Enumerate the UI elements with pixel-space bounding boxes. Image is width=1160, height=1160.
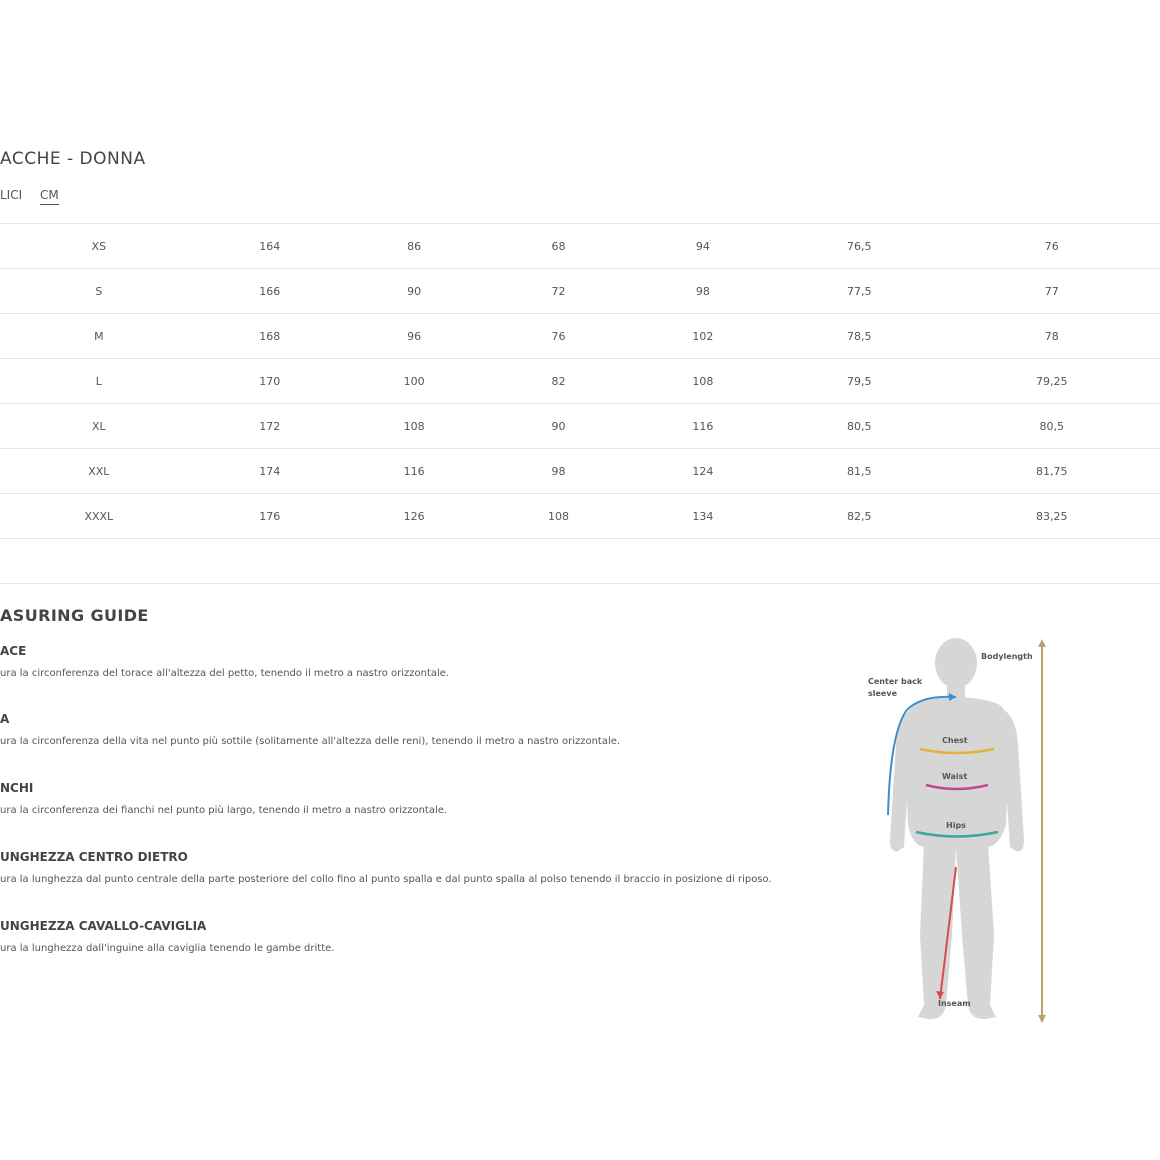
size-label-cell: XXL [0,449,198,494]
guide-item-title: A [0,712,10,726]
table-row [0,224,1160,269]
measurement-cell: 134 [631,494,775,539]
head-shape [935,638,977,688]
table-row [0,314,1160,359]
measurement-cell: 164 [198,224,342,269]
measurement-cell: 79,25 [943,359,1160,404]
right-leg-shape [956,843,996,1019]
measurement-cell: 100 [342,359,486,404]
guide-item-title: UNGHEZZA CAVALLO-CAVIGLIA [0,919,207,933]
measurement-cell: 76 [943,224,1160,269]
guide-item-inseam [0,919,860,954]
measurement-cell: 76,5 [775,224,943,269]
measurement-cell: 98 [631,269,775,314]
guide-item-hips [0,781,860,816]
size-label-cell: XS [0,224,198,269]
bodylength-bottom-arrow-icon [1038,1015,1046,1023]
guide-item-title: UNGHEZZA CENTRO DIETRO [0,850,188,864]
waist-label: Waist [942,772,968,781]
guide-item-text: ura la circonferenza del torace all'altezza del petto, tenendo il metro a nastro orizzontale. [0,668,450,679]
unit-toggle [0,188,73,205]
size-label-cell: XXXL [0,494,198,539]
table-row [0,494,1160,539]
center-back-sleeve-label-2: sleeve [868,689,897,698]
guide-item-text: ura la circonferenza della vita nel punto più sottile (solitamente all'altezza delle reni), tenendo il metro a nastro orizzontale. [0,736,621,747]
measurement-cell: 170 [198,359,342,404]
section-divider [0,583,1160,584]
measurement-cell: 86 [342,224,486,269]
measurement-cell: 80,5 [943,404,1160,449]
inseam-label: Inseam [938,999,971,1008]
measurement-cell: 77,5 [775,269,943,314]
measurement-cell: 108 [631,359,775,404]
guide-item-text: ura la lunghezza dal punto centrale della parte posteriore del collo fino al punto spalla e dal punto spalla al polso tenendo il braccio in posizione di riposo. [0,874,772,885]
chest-label: Chest [942,736,968,745]
guide-item-title: ACE [0,644,27,658]
measurement-cell: 168 [198,314,342,359]
page-title: ACCHE - DONNA [0,149,146,169]
measurement-cell: 68 [486,224,630,269]
guide-item-chest [0,644,860,679]
measurement-cell: 82,5 [775,494,943,539]
measurement-cell: 172 [198,404,342,449]
measurement-cell: 96 [342,314,486,359]
measurement-cell: 116 [342,449,486,494]
measurement-cell: 78 [943,314,1160,359]
measurement-cell: 76 [486,314,630,359]
measurement-cell: 78,5 [775,314,943,359]
measurement-cell: 126 [342,494,486,539]
guide-item-text: ura la lunghezza dall'inguine alla caviglia tenendo le gambe dritte. [0,943,335,954]
measurement-cell: 116 [631,404,775,449]
table-row [0,359,1160,404]
hips-label: Hips [946,821,966,830]
guide-item-title: NCHI [0,781,34,795]
measurement-cell: 94 [631,224,775,269]
measurement-cell: 80,5 [775,404,943,449]
table-row [0,404,1160,449]
size-table [0,223,1160,539]
unit-inches-tab[interactable]: LICI [0,188,23,202]
size-table-body [0,224,1160,539]
measurement-cell: 79,5 [775,359,943,404]
table-row [0,269,1160,314]
measurement-cell: 174 [198,449,342,494]
size-label-cell: XL [0,404,198,449]
table-row [0,449,1160,494]
measurement-cell: 81,5 [775,449,943,494]
measurement-cell: 98 [486,449,630,494]
bodylength-label: Bodylength [981,652,1033,661]
measuring-guide-title: ASURING GUIDE [0,606,149,625]
measurement-cell: 77 [943,269,1160,314]
measurement-cell: 102 [631,314,775,359]
size-label-cell: S [0,269,198,314]
guide-item-center-back [0,850,860,885]
guide-item-waist [0,712,860,747]
guide-item-text: ura la circonferenza dei fianchi nel punto più largo, tenendo il metro a nastro orizzontale. [0,805,448,816]
measurement-cell: 81,75 [943,449,1160,494]
measurement-cell: 108 [486,494,630,539]
size-label-cell: M [0,314,198,359]
measurement-figure [860,635,1060,1035]
measurement-cell: 83,25 [943,494,1160,539]
center-back-sleeve-label: Center back [868,677,923,686]
body-silhouette-illustration [860,635,1060,1035]
measurement-cell: 72 [486,269,630,314]
measurement-cell: 90 [342,269,486,314]
unit-cm-tab[interactable]: CM [40,188,59,205]
measurement-cell: 166 [198,269,342,314]
measurement-cell: 82 [486,359,630,404]
measurement-cell: 108 [342,404,486,449]
size-label-cell: L [0,359,198,404]
bodylength-top-arrow-icon [1038,639,1046,647]
measurement-cell: 176 [198,494,342,539]
measurement-cell: 90 [486,404,630,449]
measurement-cell: 124 [631,449,775,494]
